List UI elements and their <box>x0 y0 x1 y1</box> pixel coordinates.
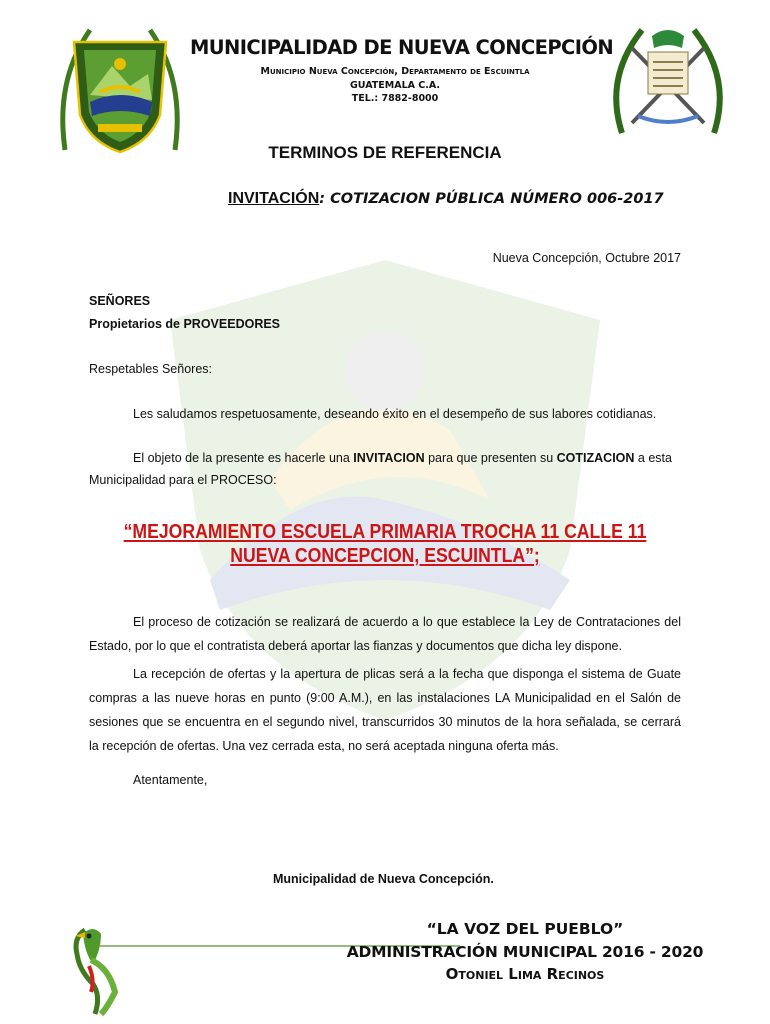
recipient-line-1: SEÑORES <box>89 294 151 308</box>
paragraph-reception-text: La recepción de ofertas y la apertura de plicas será a la fecha que disponga el sistema de Guate compras a las nueve horas en punto (9:00 A.M.), en las instalaciones LA Municipalidad en el Salón de sesiones que se encuentra en el segundo nivel, transcurridos 30 minutos de la hora señalada, se cerrará la recepción de ofertas. Una vez cerrada esta, no será aceptada ninguna oferta más. <box>89 667 681 753</box>
paragraph-process-text: El proceso de cotización se realizará de acuerdo a lo que establece la Ley de Contrataciones del Estado, por lo que el contratista deberá aportar las fianzas y documentos que dicha ley dispone. <box>89 615 681 653</box>
project-title-line2: NUEVA CONCEPCION, ESCUINTLA”; <box>230 544 540 567</box>
para2-cotizacion: COTIZACION <box>556 451 635 465</box>
municipality-phone: TEL.: 7882-8000 <box>351 93 439 104</box>
para2-text-a: El objeto de la presente es hacerle una <box>133 451 354 465</box>
invitation-lead: INVITACIÓN <box>228 190 320 207</box>
footer-mayor-name: Otoniel Lima Recinos <box>445 965 605 983</box>
municipality-subtitle: Municipio Nueva Concepción, Departamento de Escuintla <box>260 66 530 77</box>
signature: Municipalidad de Nueva Concepción. <box>273 872 494 886</box>
para2-text-c: para que presenten su <box>424 451 557 465</box>
municipality-title: MUNICIPALIDAD DE NUEVA CONCEPCIÓN <box>190 36 614 59</box>
invitation-heading <box>228 190 664 208</box>
document-title: TERMINOS DE REFERENCIA <box>268 143 502 162</box>
paragraph-process <box>89 610 681 658</box>
paragraph-invitation <box>133 451 672 465</box>
para2-text-e: a esta <box>634 451 672 465</box>
guatemala-coat-of-arms <box>612 18 724 140</box>
paragraph-reception <box>89 662 681 758</box>
recipient-line-2: Propietarios de PROVEEDORES <box>89 317 281 331</box>
footer-administration: ADMINISTRACIÓN MUNICIPAL 2016 - 2020 <box>346 943 704 961</box>
paragraph-invitation-line2: Municipalidad para el PROCESO: <box>89 473 277 487</box>
document-date: Nueva Concepción, Octubre 2017 <box>492 251 681 265</box>
invitation-number: : COTIZACION PÚBLICA NÚMERO 006-2017 <box>319 191 664 207</box>
para2-invitacion: INVITACION <box>353 451 425 465</box>
greeting: Respetables Señores: <box>89 362 212 376</box>
municipality-country: GUATEMALA C.A. <box>349 80 441 91</box>
municipal-crest-logo <box>60 20 180 160</box>
project-title-line1: “MEJORAMIENTO ESCUELA PRIMARIA TROCHA 11 CALLE 11 <box>123 520 647 543</box>
closing: Atentamente, <box>133 773 208 787</box>
footer-slogan: “LA VOZ DEL PUEBLO” <box>426 920 624 938</box>
paragraph-greeting: Les saludamos respetuosamente, deseando éxito en el desempeño de sus labores cotidianas. <box>133 407 657 421</box>
quetzal-bird-logo <box>55 910 147 1018</box>
